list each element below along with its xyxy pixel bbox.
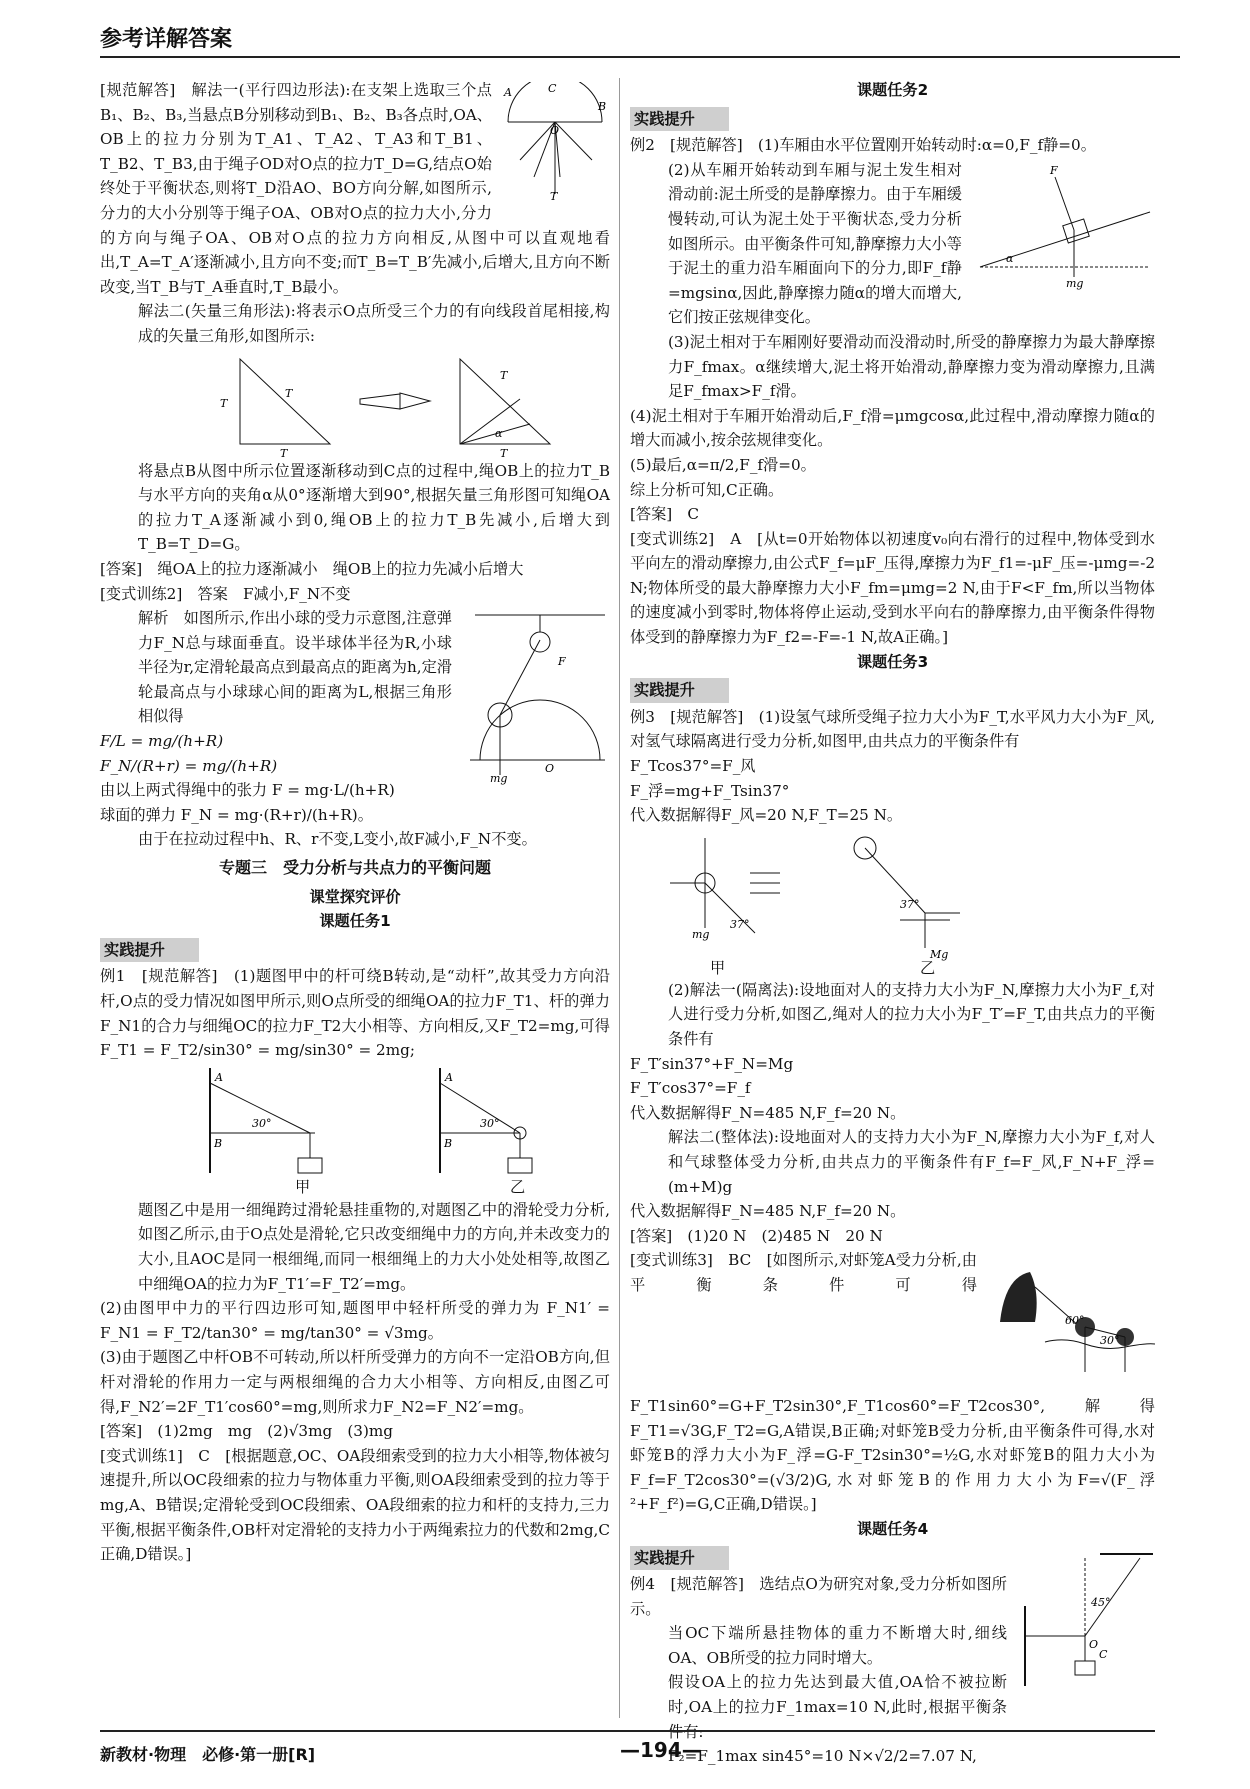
right-p11: 解法二(整体法):设地面对人的支持力大小为F_N,摩擦力大小为F_f,对人和气球整体受力分析,由共点力的平衡条件有F_f=F_风,F_N+F_浮=(m+M)g — [668, 1128, 1155, 1196]
left-p9: 由于在拉动过程中h、R、r不变,L变小,故F减小,F_N不变。 — [138, 830, 537, 849]
right-p2: (2)从车厢开始转动到车厢与泥土发生相对滑动前:泥土所受的是静摩擦力。由于车厢缓慢转动,可认为泥土处于平衡状态,受力分析如图所示。由平衡条件可知,静摩擦力大小等于泥土的重力沿车厢面向下的分力,即F_f静=mgsinα,因此,静摩擦力随α的增大而增大,它们按正弦规律变化。 — [668, 160, 962, 327]
fig-vector-triangles — [100, 349, 610, 459]
right-subheading-1: 课题任务2 — [856, 81, 929, 99]
right-p6: 综上分析可知,C正确。 — [630, 480, 784, 499]
right-p13: [变式训练3] BC [如图所示,对虾笼A受力分析,由平衡条件可得F_T1sin60°=G+F_T2sin30°,F_T1cos60°=F_T2cos30°,解得F_T1=√3G,F_T2=G,A错误,B正确;对虾笼B受力分析,由平衡条件可得,水对虾笼B的浮力大小为F_浮=G-F_T2sin30°=½G,水对虾笼B的阻力大小为F_f=F_T2cos30°=(√3/2)G,水对虾笼B的作用力大小为F=√(F_浮²+F_f²)=G,C正确,D错误。] — [630, 1251, 1155, 1514]
left-p11: 题图乙中是用一细绳跨过滑轮悬挂重物的,对题图乙中的滑轮受力分析,如图乙所示,由于O点处是滑轮,它只改变细绳中力的方向,并未改变力的大小,且AOC是同一根细绳,而同一根细绳上的力大小处处相等,故图乙中细绳OA的拉力为F_T1′=F_T2′=mg。 — [138, 1200, 610, 1293]
fig-hemisphere-ball — [460, 610, 610, 793]
left-p4: [答案] 绳OA上的拉力逐渐减小 绳OB上的拉力先减小后增大 — [100, 559, 524, 578]
right-p5: (5)最后,α=π/2,F_f滑=0。 — [630, 455, 816, 474]
right-eq6: 代入数据解得F_N=485 N,F_f=20 N。 — [630, 1103, 906, 1122]
fig-label-jia: 甲 — [295, 1177, 311, 1196]
left-p2: 解法二(矢量三角形法):将表示O点所受三个力的有向线段首尾相接,构成的矢量三角形,如图所示: — [138, 302, 610, 345]
right-eq3: 代入数据解得F_风=20 N,F_T=25 N。 — [630, 806, 903, 825]
left-p8: 球面的弹力 F_N = mg·(R+r)/(h+R)。 — [100, 805, 373, 824]
left-p13: (3)由于题图乙中杆OB不可转动,所以杆所受弹力的方向不一定沿OB方向,但杆对滑轮的作用力一定与两根细绳的合力大小相等、方向相反,由图乙可得,F_N2′=2F_T1′cos60°=mg,则所求力F_N2=F_N2′=mg。 — [100, 1348, 610, 1416]
left-p15: [变式训练1] C [根据题意,OC、OA段细索受到的拉力大小相等,物体被匀速提升,所以OC段细索的拉力与物体重力平衡,则OA段细索受到的拉力等于mg,A、B错误;定滑轮受到OC段细索、OA段细索的拉力和杆的支持力,三力平衡,根据平衡条件,OB杆对定滑轮的支持力小于两绳索拉力的代数和2mg,C正确,D错误。] — [100, 1446, 610, 1564]
svg-text:α: α — [1006, 251, 1014, 265]
svg-text:O: O — [1089, 1637, 1099, 1651]
fig-knot-o — [1015, 1546, 1155, 1704]
svg-text:T: T — [550, 190, 558, 202]
svg-text:α: α — [495, 426, 503, 440]
svg-text:O: O — [550, 124, 560, 137]
svg-text:F: F — [558, 655, 566, 669]
right-p16: 假设OA上的拉力先达到最大值,OA恰不被拉断时,OA上的拉力F_1max=10 N,此时,根据平衡条件有: — [668, 1673, 1007, 1741]
page-number: —194— — [620, 1738, 702, 1762]
svg-text:C: C — [548, 82, 557, 95]
left-p12: (2)由图甲中力的平行四边形可知,题图甲中轻杆所受的弹力为 F_N1′ = F_N1 = F_T2/tan30° = mg/tan30° = √3mg。 — [100, 1299, 610, 1342]
svg-text:B: B — [598, 100, 607, 113]
left-p1: [规范解答] 解法一(平行四边形法):在支架上选取三个点B₁、B₂、B₃,当悬点B分别移动到B₁、B₂、B₃各点时,OA、OB上的拉力分别为T_A1、T_A2、T_A3和T_B1、T_B2、T_B3,由于绳子OD对O点的拉力T_D=G,结点O始终处于平衡状态,则将T_D沿AO、BO方向分解,如图所示,分力的大小分别等于绳子OA、OB对O点的拉力大小,分力的方向与绳子OA、OB对O点的拉力方向相反,从图中可以直观地看出,T_A=T_A′逐渐减小,且方向不变;而T_B=T_B′先减小,后增大,且方向不断改变,当T_B与T_A垂直时,T_B最小。 — [100, 81, 610, 296]
right-eq1: F_Tcos37°=F_风 — [630, 757, 756, 776]
svg-text:B: B — [214, 1136, 223, 1150]
fig-semicircle — [500, 82, 610, 210]
right-eq7: 代入数据解得F_N=485 N,F_f=20 N。 — [630, 1202, 906, 1221]
fig-label-yi: 乙 — [510, 1177, 526, 1196]
left-column — [100, 78, 610, 1567]
fig-balloon — [630, 828, 1155, 978]
column-divider — [619, 78, 620, 1718]
right-p7: [答案] C — [630, 505, 700, 524]
right-eq5: F_T′cos37°=F_f — [630, 1079, 751, 1098]
left-p10: 例1 [规范解答] (1)题图甲中的杆可绕B转动,是“动杆”,故其受力方向沿杆,O点的受力情况如图甲所示,则O点所受的细绳OA的拉力F_T1、杆的弹力F_N1的合力与细绳OC的拉力F_T2大小相等、方向相反,又F_T2=mg,可得 F_T1 = F_T2/sin30° = mg/sin30° = 2mg; — [100, 967, 610, 1060]
fig-shrimp-cage — [985, 1252, 1155, 1390]
svg-text:60°: 60° — [1065, 1314, 1085, 1328]
right-p10: (2)解法一(隔离法):设地面对人的支持力大小为F_N,摩擦力大小为F_f,对人进行受力分析,如图乙,绳对人的拉力大小为F_T′=F_T,由共点力的平衡条件有 — [668, 980, 1155, 1048]
footer-book: 新教材·物理 必修·第一册[R] — [100, 1745, 316, 1764]
left-p6: 解析 如图所示,作出小球的受力示意图,注意弹力F_N总与球面垂直。设半球体半径为R,小球半径为r,定滑轮最高点到最高点的距离为h,定滑轮最高点与小球球心间的距离为L,根据三角形相似得 — [138, 609, 452, 726]
svg-text:45°: 45° — [1091, 1595, 1111, 1609]
header-rule — [100, 56, 1180, 58]
practice-bar-1: 实践提升 — [100, 938, 199, 963]
left-p5: [变式训练2] 答案 F减小,F_N不变 — [100, 584, 351, 603]
balloon-fig-label-jia: 甲 — [710, 958, 726, 977]
right-column — [630, 78, 1155, 1769]
left-p7: 由以上两式得绳中的张力 F = mg·L/(h+R) — [100, 781, 395, 800]
svg-text:Mg: Mg — [930, 947, 949, 961]
svg-text:37°: 37° — [730, 917, 750, 931]
left-eq1: F/L = mg/(h+R) — [100, 732, 224, 751]
svg-text:mg: mg — [692, 927, 710, 941]
right-p3: (3)泥土相对于车厢刚好要滑动而没滑动时,所受的静摩擦力为最大静摩擦力F_fmax。α继续增大,泥土将开始滑动,静摩擦力变为滑动摩擦力,且满足F_fmax>F_f滑。 — [668, 332, 1155, 401]
svg-text:A: A — [504, 86, 512, 99]
svg-text:T: T — [220, 396, 228, 410]
svg-text:T: T — [500, 368, 508, 382]
fig-rods — [100, 1063, 610, 1198]
left-eq2: F_N/(R+r) = mg/(h+R) — [100, 756, 278, 775]
svg-text:30°: 30° — [1100, 1334, 1120, 1348]
page-header: 参考详解答案 — [100, 27, 233, 52]
right-p15: 当OC下端所悬挂物体的重力不断增大时,细线OA、OB所受的拉力同时增大。 — [668, 1624, 1007, 1667]
svg-text:A: A — [445, 1070, 453, 1084]
balloon-fig-label-yi: 乙 — [920, 958, 936, 977]
right-p17: F₂=F_1max sin45°=10 N×√2/2=7.07 N, — [668, 1747, 977, 1766]
right-subheading-2: 课题任务3 — [856, 652, 929, 671]
svg-text:mg: mg — [490, 772, 508, 786]
right-p1: 例2 [规范解答] (1)车厢由水平位置刚开始转动时:α=0,F_f静=0。 — [630, 136, 1096, 155]
right-practice-bar-3: 实践提升 — [630, 1546, 729, 1571]
right-eq2: F_浮=mg+F_Tsin37° — [630, 781, 790, 800]
svg-text:F: F — [1050, 163, 1058, 177]
svg-text:30°: 30° — [480, 1116, 500, 1130]
right-subheading-3: 课题任务4 — [856, 1519, 929, 1538]
svg-text:C: C — [1099, 1647, 1108, 1661]
left-p3: 将悬点B从图中所示位置逐渐移动到C点的过程中,绳OB上的拉力T_B与水平方向的夹角α从0°逐渐增大到90°,根据矢量三角形图可知绳OA的拉力T_A逐渐减小到0,绳OB上的拉力T_B先减小,后增大到T_B=T_D=G。 — [138, 461, 610, 554]
svg-text:T: T — [500, 446, 508, 459]
topic-title: 专题三 受力分析与共点力的平衡问题 — [218, 858, 491, 878]
svg-text:O: O — [545, 762, 555, 776]
svg-text:B: B — [444, 1136, 453, 1150]
svg-text:T: T — [285, 386, 293, 400]
right-p4: (4)泥土相对于车厢开始滑动后,F_f滑=μmgcosα,此过程中,滑动摩擦力随α的增大而减小,按余弦规律变化。 — [630, 406, 1155, 450]
subheading-1: 课堂探究评价 — [309, 887, 401, 906]
left-p14: [答案] (1)2mg mg (2)√3mg (3)mg — [100, 1422, 394, 1441]
svg-text:mg: mg — [1066, 276, 1084, 290]
svg-text:37°: 37° — [900, 897, 920, 911]
right-p9: 例3 [规范解答] (1)设氢气球所受绳子拉力大小为F_T,水平风力大小为F_风,对氢气球隔离进行受力分析,如图甲,由共点力的平衡条件有 — [630, 707, 1155, 751]
svg-text:30°: 30° — [252, 1116, 272, 1130]
svg-text:A: A — [215, 1070, 223, 1084]
right-p8: [变式训练2] A [从t=0开始物体以初速度v₀向右滑行的过程中,物体受到水平向左的滑动摩擦力,由公式F_f=μF_压得,摩擦力为F_f1=-μF_压=-μmg=-2 N;物体所受的最大静摩擦力大小F_fm=μmg=2 N,由于F<F_fm,所以当物体的速度减小到零时,物体将停止运动,受到水平向右的静摩擦力,由平衡条件得物体受到的静摩擦力为F_f2=-F=-1 N,故A正确。] — [630, 529, 1155, 647]
subheading-2: 课题任务1 — [319, 912, 391, 931]
right-eq4: F_T′sin37°+F_N=Mg — [630, 1054, 794, 1073]
right-practice-bar-2: 实践提升 — [630, 678, 729, 703]
right-p12: [答案] (1)20 N (2)485 N 20 N — [630, 1226, 883, 1245]
right-practice-bar-1: 实践提升 — [630, 107, 729, 132]
fig-incline-mud — [970, 162, 1155, 300]
svg-text:T: T — [280, 446, 288, 459]
right-p14: 例4 [规范解答] 选结点O为研究对象,受力分析如图所示。 — [630, 1575, 1007, 1618]
